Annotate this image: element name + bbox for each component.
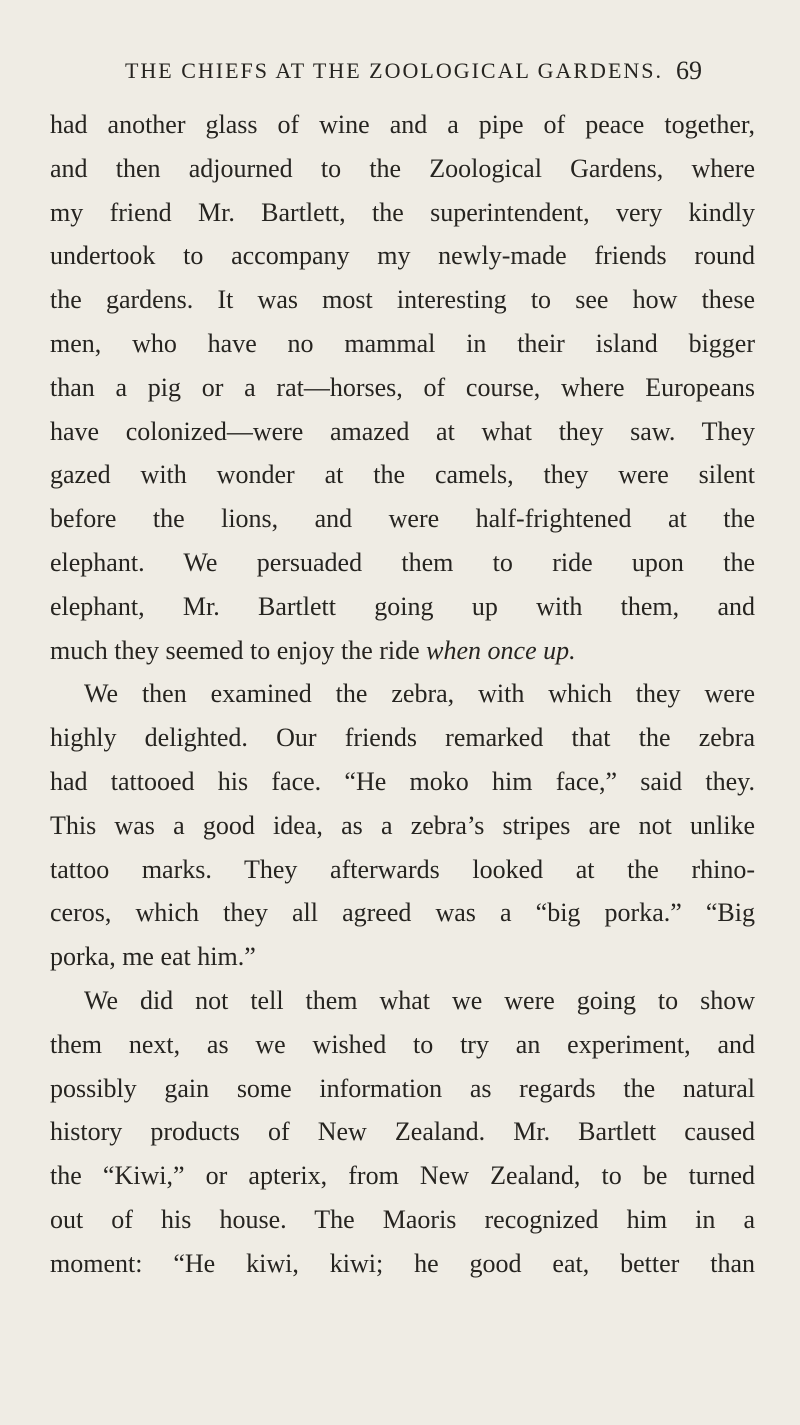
page-number: 69 [676, 56, 702, 85]
text-line: moment: “He kiwi, kiwi; he good eat, better than [50, 1248, 755, 1278]
body-text [50, 103, 755, 1286]
text-line: the gardens. It was most interesting to see how these [50, 285, 755, 315]
text-fragment: much they seemed to enjoy the ride [50, 635, 420, 665]
text-line: This was a good idea, as a zebra’s stripes are not unlike [50, 810, 755, 840]
text-line: out of his house. The Maoris recognized him in a [50, 1204, 755, 1234]
paragraph-1 [50, 103, 755, 672]
text-line: We then examined the zebra, with which they were [84, 679, 755, 709]
text-line: before the lions, and were half-frightened at the [50, 504, 755, 534]
text-line: than a pig or a rat—horses, of course, where Europeans [50, 372, 755, 402]
text-line: ceros, which they all agreed was a “big porka.” “Big [50, 898, 755, 928]
text-line: We did not tell them what we were going to show [84, 985, 755, 1015]
text-line: men, who have no mammal in their island bigger [50, 328, 755, 358]
text-line: tattoo marks. They afterwards looked at the rhino- [50, 854, 755, 884]
paragraph-2 [50, 672, 755, 979]
running-title: THE CHIEFS AT THE ZOOLOGICAL GARDENS. [124, 58, 664, 83]
text-line: had another glass of wine and a pipe of peace together, [50, 110, 755, 139]
text-line: them next, as we wished to try an experiment, and [50, 1029, 755, 1059]
text-line: and then adjourned to the Zoological Gardens, where [50, 153, 755, 183]
text-line: porka, me eat him.” [50, 942, 256, 972]
text-line: history products of New Zealand. Mr. Bartlett caused [50, 1117, 755, 1147]
text-line: had tattooed his face. “He moko him face,” said they. [50, 766, 755, 796]
italic-phrase: when once up. [426, 635, 576, 665]
paragraph-3 [50, 979, 755, 1286]
text-line: the “Kiwi,” or apterix, from New Zealand, to be turned [50, 1161, 755, 1191]
text-line: my friend Mr. Bartlett, the superintendent, very kindly [50, 197, 755, 227]
text-line: elephant. We persuaded them to ride upon the [50, 547, 755, 577]
text-line: possibly gain some information as regards the natural [50, 1073, 755, 1103]
text-line: elephant, Mr. Bartlett going up with them, and [50, 591, 755, 621]
text-line: gazed with wonder at the camels, they were silent [50, 460, 755, 490]
text-line [50, 629, 755, 673]
text-line: have colonized—were amazed at what they saw. They [50, 416, 755, 446]
text-line: highly delighted. Our friends remarked that the zebra [50, 723, 755, 753]
text-line: undertook to accompany my newly-made friends round [50, 241, 755, 271]
